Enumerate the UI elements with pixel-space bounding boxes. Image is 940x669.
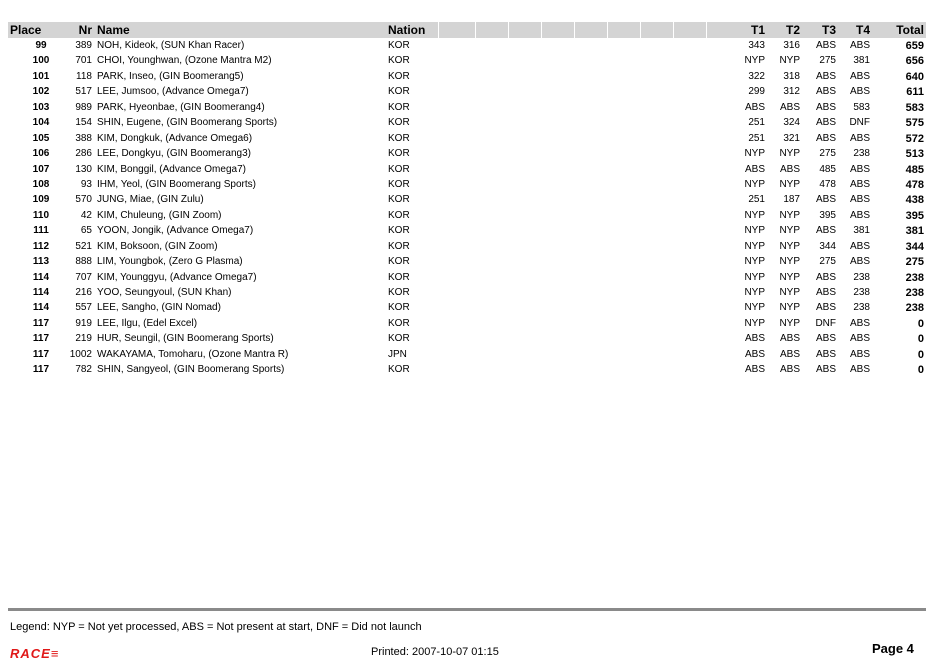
- header-total: Total: [896, 23, 924, 37]
- cell-t2: 312: [783, 86, 800, 98]
- cell-total: 583: [905, 101, 924, 114]
- header-divider: [607, 22, 608, 38]
- table-row: [8, 347, 926, 362]
- cell-t4: DNF: [849, 117, 870, 129]
- cell-place: 104: [32, 117, 50, 129]
- cell-nation: KOR: [388, 317, 410, 329]
- cell-place: 111: [33, 225, 49, 237]
- cell-nr: 557: [75, 302, 92, 314]
- cell-t3: 344: [819, 240, 836, 252]
- cell-name: YOO, Seungyoul, (SUN Khan): [97, 287, 232, 298]
- cell-t2: NYP: [779, 302, 800, 314]
- header-divider: [475, 22, 476, 38]
- table-row: [8, 84, 926, 99]
- cell-t4: ABS: [849, 132, 870, 144]
- cell-t2: NYP: [779, 148, 800, 160]
- header-divider: [640, 22, 641, 38]
- cell-total: 659: [905, 40, 924, 52]
- cell-nr: 701: [75, 55, 92, 67]
- cell-t1: NYP: [744, 271, 765, 283]
- cell-nr: 521: [75, 240, 92, 252]
- cell-total: 0: [917, 317, 924, 330]
- cell-t2: ABS: [779, 348, 800, 360]
- cell-t4: ABS: [849, 70, 870, 82]
- cell-total: 238: [905, 271, 924, 284]
- cell-t1: 299: [748, 86, 765, 98]
- cell-t3: DNF: [815, 317, 836, 329]
- cell-total: 575: [905, 117, 924, 130]
- cell-t2: ABS: [779, 163, 800, 175]
- table-row: [8, 146, 926, 161]
- cell-t1: 251: [748, 117, 765, 129]
- cell-nr: 389: [75, 40, 92, 51]
- page-number: Page 4: [872, 641, 914, 656]
- cell-nation: KOR: [388, 55, 410, 67]
- cell-nr: 707: [75, 271, 92, 283]
- cell-t4: ABS: [849, 194, 870, 206]
- cell-name: IHM, Yeol, (GIN Boomerang Sports): [97, 178, 256, 190]
- cell-t3: 275: [819, 256, 836, 268]
- cell-name: KIM, Younggyu, (Advance Omega7): [97, 271, 257, 283]
- cell-nation: KOR: [388, 163, 410, 175]
- cell-t2: NYP: [779, 317, 800, 329]
- header-t3: T3: [821, 23, 836, 37]
- cell-total: 0: [917, 333, 924, 346]
- cell-name: NOH, Kideok, (SUN Khan Racer): [97, 40, 245, 51]
- header-divider: [574, 22, 575, 38]
- cell-total: 381: [905, 225, 924, 238]
- cell-t3: 478: [819, 178, 836, 190]
- cell-nr: 93: [80, 178, 92, 190]
- cell-nr: 65: [80, 225, 92, 237]
- cell-t4: ABS: [849, 86, 870, 98]
- cell-total: 611: [906, 86, 924, 99]
- cell-t2: ABS: [779, 101, 800, 113]
- cell-t4: 238: [853, 271, 870, 283]
- cell-t3: ABS: [815, 333, 836, 345]
- cell-t1: ABS: [744, 348, 765, 360]
- cell-t3: 485: [819, 163, 836, 175]
- cell-t4: ABS: [849, 163, 870, 175]
- cell-name: PARK, Inseo, (GIN Boomerang5): [97, 70, 244, 82]
- cell-nr: 286: [75, 148, 92, 160]
- cell-t2: ABS: [779, 333, 800, 345]
- cell-total: 438: [905, 194, 924, 207]
- cell-t1: ABS: [744, 163, 765, 175]
- cell-t3: 275: [819, 55, 836, 67]
- cell-place: 99: [35, 40, 47, 51]
- table-row: [8, 223, 926, 238]
- cell-t1: 343: [748, 40, 765, 51]
- header-nr: Nr: [78, 23, 92, 37]
- cell-t1: NYP: [744, 317, 765, 329]
- cell-t1: NYP: [744, 240, 765, 252]
- table-row: [8, 208, 926, 223]
- cell-t2: 316: [783, 40, 800, 51]
- table-row: [8, 316, 926, 331]
- cell-place: 100: [32, 55, 50, 67]
- cell-t1: 251: [748, 132, 765, 144]
- cell-total: 572: [905, 132, 924, 145]
- cell-name: LEE, Dongkyu, (GIN Boomerang3): [97, 148, 251, 160]
- header-divider: [706, 22, 707, 38]
- legend-text: Legend: NYP = Not yet processed, ABS = Not present at start, DNF = Did not launch: [10, 621, 422, 633]
- header-name: Name: [97, 23, 130, 37]
- cell-t1: NYP: [744, 178, 765, 190]
- table-row: [8, 192, 926, 207]
- cell-nation: KOR: [388, 333, 410, 345]
- cell-t4: ABS: [849, 209, 870, 221]
- cell-place: 106: [32, 148, 50, 160]
- cell-total: 395: [905, 209, 924, 222]
- cell-nation: KOR: [388, 86, 410, 98]
- cell-t2: NYP: [779, 225, 800, 237]
- footer-divider: [8, 608, 926, 611]
- table-body: [8, 38, 926, 378]
- results-table: [8, 22, 926, 378]
- cell-t2: 324: [783, 117, 800, 129]
- cell-nation: KOR: [388, 178, 410, 190]
- cell-t1: NYP: [744, 225, 765, 237]
- cell-place: 117: [32, 348, 50, 360]
- cell-name: CHOI, Younghwan, (Ozone Mantra M2): [97, 55, 272, 67]
- cell-nation: KOR: [388, 194, 410, 206]
- cell-total: 238: [905, 287, 924, 299]
- cell-total: 513: [905, 148, 924, 161]
- cell-nr: 517: [75, 86, 92, 98]
- cell-nation: KOR: [388, 287, 410, 298]
- cell-t3: ABS: [815, 117, 836, 129]
- table-header: [8, 22, 926, 38]
- header-t2: T2: [785, 23, 800, 37]
- table-row: [8, 177, 926, 192]
- cell-t2: NYP: [779, 178, 800, 190]
- cell-t1: ABS: [744, 333, 765, 345]
- cell-t3: 395: [819, 209, 836, 221]
- cell-t2: NYP: [779, 209, 800, 221]
- cell-total: 0: [917, 348, 924, 361]
- cell-nation: JPN: [388, 348, 407, 360]
- cell-place: 105: [32, 132, 50, 144]
- cell-nr: 1002: [69, 348, 92, 360]
- cell-nation: KOR: [388, 256, 410, 268]
- table-row: [8, 362, 926, 377]
- header-place: Place: [10, 23, 42, 37]
- cell-t1: NYP: [744, 55, 765, 67]
- cell-t4: 381: [853, 55, 870, 67]
- cell-t2: ABS: [779, 364, 800, 376]
- cell-place: 107: [32, 163, 50, 175]
- cell-t3: ABS: [815, 70, 836, 82]
- cell-place: 117: [32, 364, 50, 376]
- cell-name: WAKAYAMA, Tomoharu, (Ozone Mantra R): [97, 348, 289, 360]
- cell-nr: 782: [75, 364, 92, 376]
- cell-t4: ABS: [849, 40, 870, 51]
- cell-t4: ABS: [849, 333, 870, 345]
- table-row: [8, 162, 926, 177]
- cell-place: 110: [32, 209, 50, 221]
- cell-name: JUNG, Miae, (GIN Zulu): [97, 194, 204, 206]
- cell-nation: KOR: [388, 209, 410, 221]
- cell-t1: NYP: [744, 148, 765, 160]
- cell-place: 102: [32, 86, 50, 98]
- cell-t2: 321: [783, 132, 800, 144]
- cell-t4: 238: [853, 287, 870, 298]
- cell-total: 656: [905, 55, 924, 68]
- cell-t3: ABS: [815, 364, 836, 376]
- cell-place: 112: [32, 240, 50, 252]
- header-t4: T4: [855, 23, 870, 37]
- table-row: [8, 285, 926, 300]
- cell-name: LEE, Jumsoo, (Advance Omega7): [97, 86, 249, 98]
- cell-t3: ABS: [815, 40, 836, 51]
- cell-t4: ABS: [849, 317, 870, 329]
- cell-t4: ABS: [849, 240, 870, 252]
- cell-name: LEE, Sangho, (GIN Nomad): [97, 302, 221, 314]
- header-divider: [438, 22, 439, 38]
- cell-nr: 989: [75, 101, 92, 113]
- cell-nr: 888: [75, 256, 92, 268]
- cell-nation: KOR: [388, 271, 410, 283]
- cell-name: SHIN, Sangyeol, (GIN Boomerang Sports): [97, 364, 285, 376]
- cell-nation: KOR: [388, 101, 410, 113]
- cell-nr: 919: [75, 317, 92, 329]
- header-divider: [541, 22, 542, 38]
- cell-t3: ABS: [815, 271, 836, 283]
- cell-t2: NYP: [779, 240, 800, 252]
- table-row: [8, 38, 926, 53]
- cell-name: LEE, Ilgu, (Edel Excel): [97, 317, 198, 329]
- cell-t4: ABS: [849, 256, 870, 268]
- race-logo: RACE≡: [10, 646, 60, 661]
- cell-total: 485: [905, 163, 924, 176]
- cell-name: KIM, Dongkuk, (Advance Omega6): [97, 132, 253, 144]
- cell-total: 275: [905, 256, 924, 269]
- cell-total: 478: [905, 178, 924, 191]
- cell-t3: ABS: [815, 287, 836, 298]
- cell-nation: KOR: [388, 40, 410, 51]
- header-nation: Nation: [388, 23, 426, 37]
- cell-place: 114: [32, 302, 50, 314]
- cell-name: PARK, Hyeonbae, (GIN Boomerang4): [97, 101, 265, 113]
- cell-name: KIM, Chuleung, (GIN Zoom): [97, 209, 222, 221]
- table-row: [8, 115, 926, 130]
- cell-t1: NYP: [744, 287, 765, 298]
- cell-nation: KOR: [388, 240, 410, 252]
- table-row: [8, 239, 926, 254]
- cell-t1: NYP: [744, 302, 765, 314]
- cell-nation: KOR: [388, 302, 410, 314]
- cell-t4: 238: [853, 148, 870, 160]
- cell-place: 114: [32, 287, 50, 298]
- cell-t1: 322: [748, 70, 765, 82]
- cell-t2: 318: [783, 70, 800, 82]
- cell-name: KIM, Bonggil, (Advance Omega7): [97, 163, 246, 175]
- cell-nation: KOR: [388, 117, 410, 129]
- cell-name: KIM, Boksoon, (GIN Zoom): [97, 240, 218, 252]
- printed-timestamp: Printed: 2007-10-07 01:15: [371, 646, 499, 658]
- cell-nr: 130: [75, 163, 92, 175]
- cell-t4: ABS: [849, 178, 870, 190]
- cell-nation: KOR: [388, 148, 410, 160]
- cell-t2: NYP: [779, 256, 800, 268]
- header-divider: [673, 22, 674, 38]
- cell-nation: KOR: [388, 70, 410, 82]
- table-row: [8, 53, 926, 68]
- cell-nation: KOR: [388, 132, 410, 144]
- cell-place: 114: [32, 271, 50, 283]
- table-row: [8, 270, 926, 285]
- table-row: [8, 100, 926, 115]
- cell-total: 0: [917, 364, 924, 377]
- cell-t1: ABS: [744, 364, 765, 376]
- cell-t2: NYP: [779, 55, 800, 67]
- cell-nr: 154: [75, 117, 92, 129]
- table-row: [8, 131, 926, 146]
- cell-t1: NYP: [744, 256, 765, 268]
- cell-t2: 187: [783, 194, 800, 206]
- table-row: [8, 254, 926, 269]
- cell-name: YOON, Jongik, (Advance Omega7): [97, 225, 254, 237]
- cell-t3: ABS: [815, 348, 836, 360]
- cell-t4: ABS: [849, 348, 870, 360]
- cell-total: 344: [905, 240, 924, 253]
- cell-t4: ABS: [849, 364, 870, 376]
- cell-t3: ABS: [815, 132, 836, 144]
- cell-t3: ABS: [815, 302, 836, 314]
- table-row: [8, 300, 926, 315]
- cell-name: SHIN, Eugene, (GIN Boomerang Sports): [97, 117, 278, 129]
- cell-total: 640: [905, 70, 924, 83]
- cell-t2: NYP: [779, 287, 800, 298]
- cell-nr: 42: [80, 209, 92, 221]
- cell-place: 101: [32, 70, 50, 82]
- cell-t1: 251: [748, 194, 765, 206]
- cell-t3: 275: [819, 148, 836, 160]
- cell-t2: NYP: [779, 271, 800, 283]
- cell-t3: ABS: [815, 194, 836, 206]
- table-row: [8, 331, 926, 346]
- cell-nation: KOR: [388, 364, 410, 376]
- cell-t4: 583: [853, 101, 870, 113]
- cell-t3: ABS: [815, 101, 836, 113]
- cell-name: HUR, Seungil, (GIN Boomerang Sports): [97, 333, 274, 345]
- cell-t1: NYP: [744, 209, 765, 221]
- cell-t1: ABS: [744, 101, 765, 113]
- cell-nr: 388: [75, 132, 92, 144]
- table-row: [8, 69, 926, 84]
- cell-nr: 570: [75, 194, 92, 206]
- cell-total: 238: [905, 302, 924, 315]
- cell-nr: 216: [75, 287, 92, 298]
- cell-place: 103: [32, 101, 50, 113]
- cell-place: 117: [32, 333, 50, 345]
- header-t1: T1: [750, 23, 765, 37]
- cell-place: 113: [32, 256, 50, 268]
- cell-place: 117: [32, 317, 50, 329]
- cell-place: 109: [32, 194, 50, 206]
- cell-t3: ABS: [815, 225, 836, 237]
- cell-t4: 381: [853, 225, 870, 237]
- cell-nation: KOR: [388, 225, 410, 237]
- header-divider: [508, 22, 509, 38]
- cell-t4: 238: [853, 302, 870, 314]
- cell-place: 108: [32, 178, 50, 190]
- cell-name: LIM, Youngbok, (Zero G Plasma): [97, 256, 243, 268]
- cell-nr: 118: [76, 70, 92, 82]
- cell-t3: ABS: [815, 86, 836, 98]
- cell-nr: 219: [75, 333, 92, 345]
